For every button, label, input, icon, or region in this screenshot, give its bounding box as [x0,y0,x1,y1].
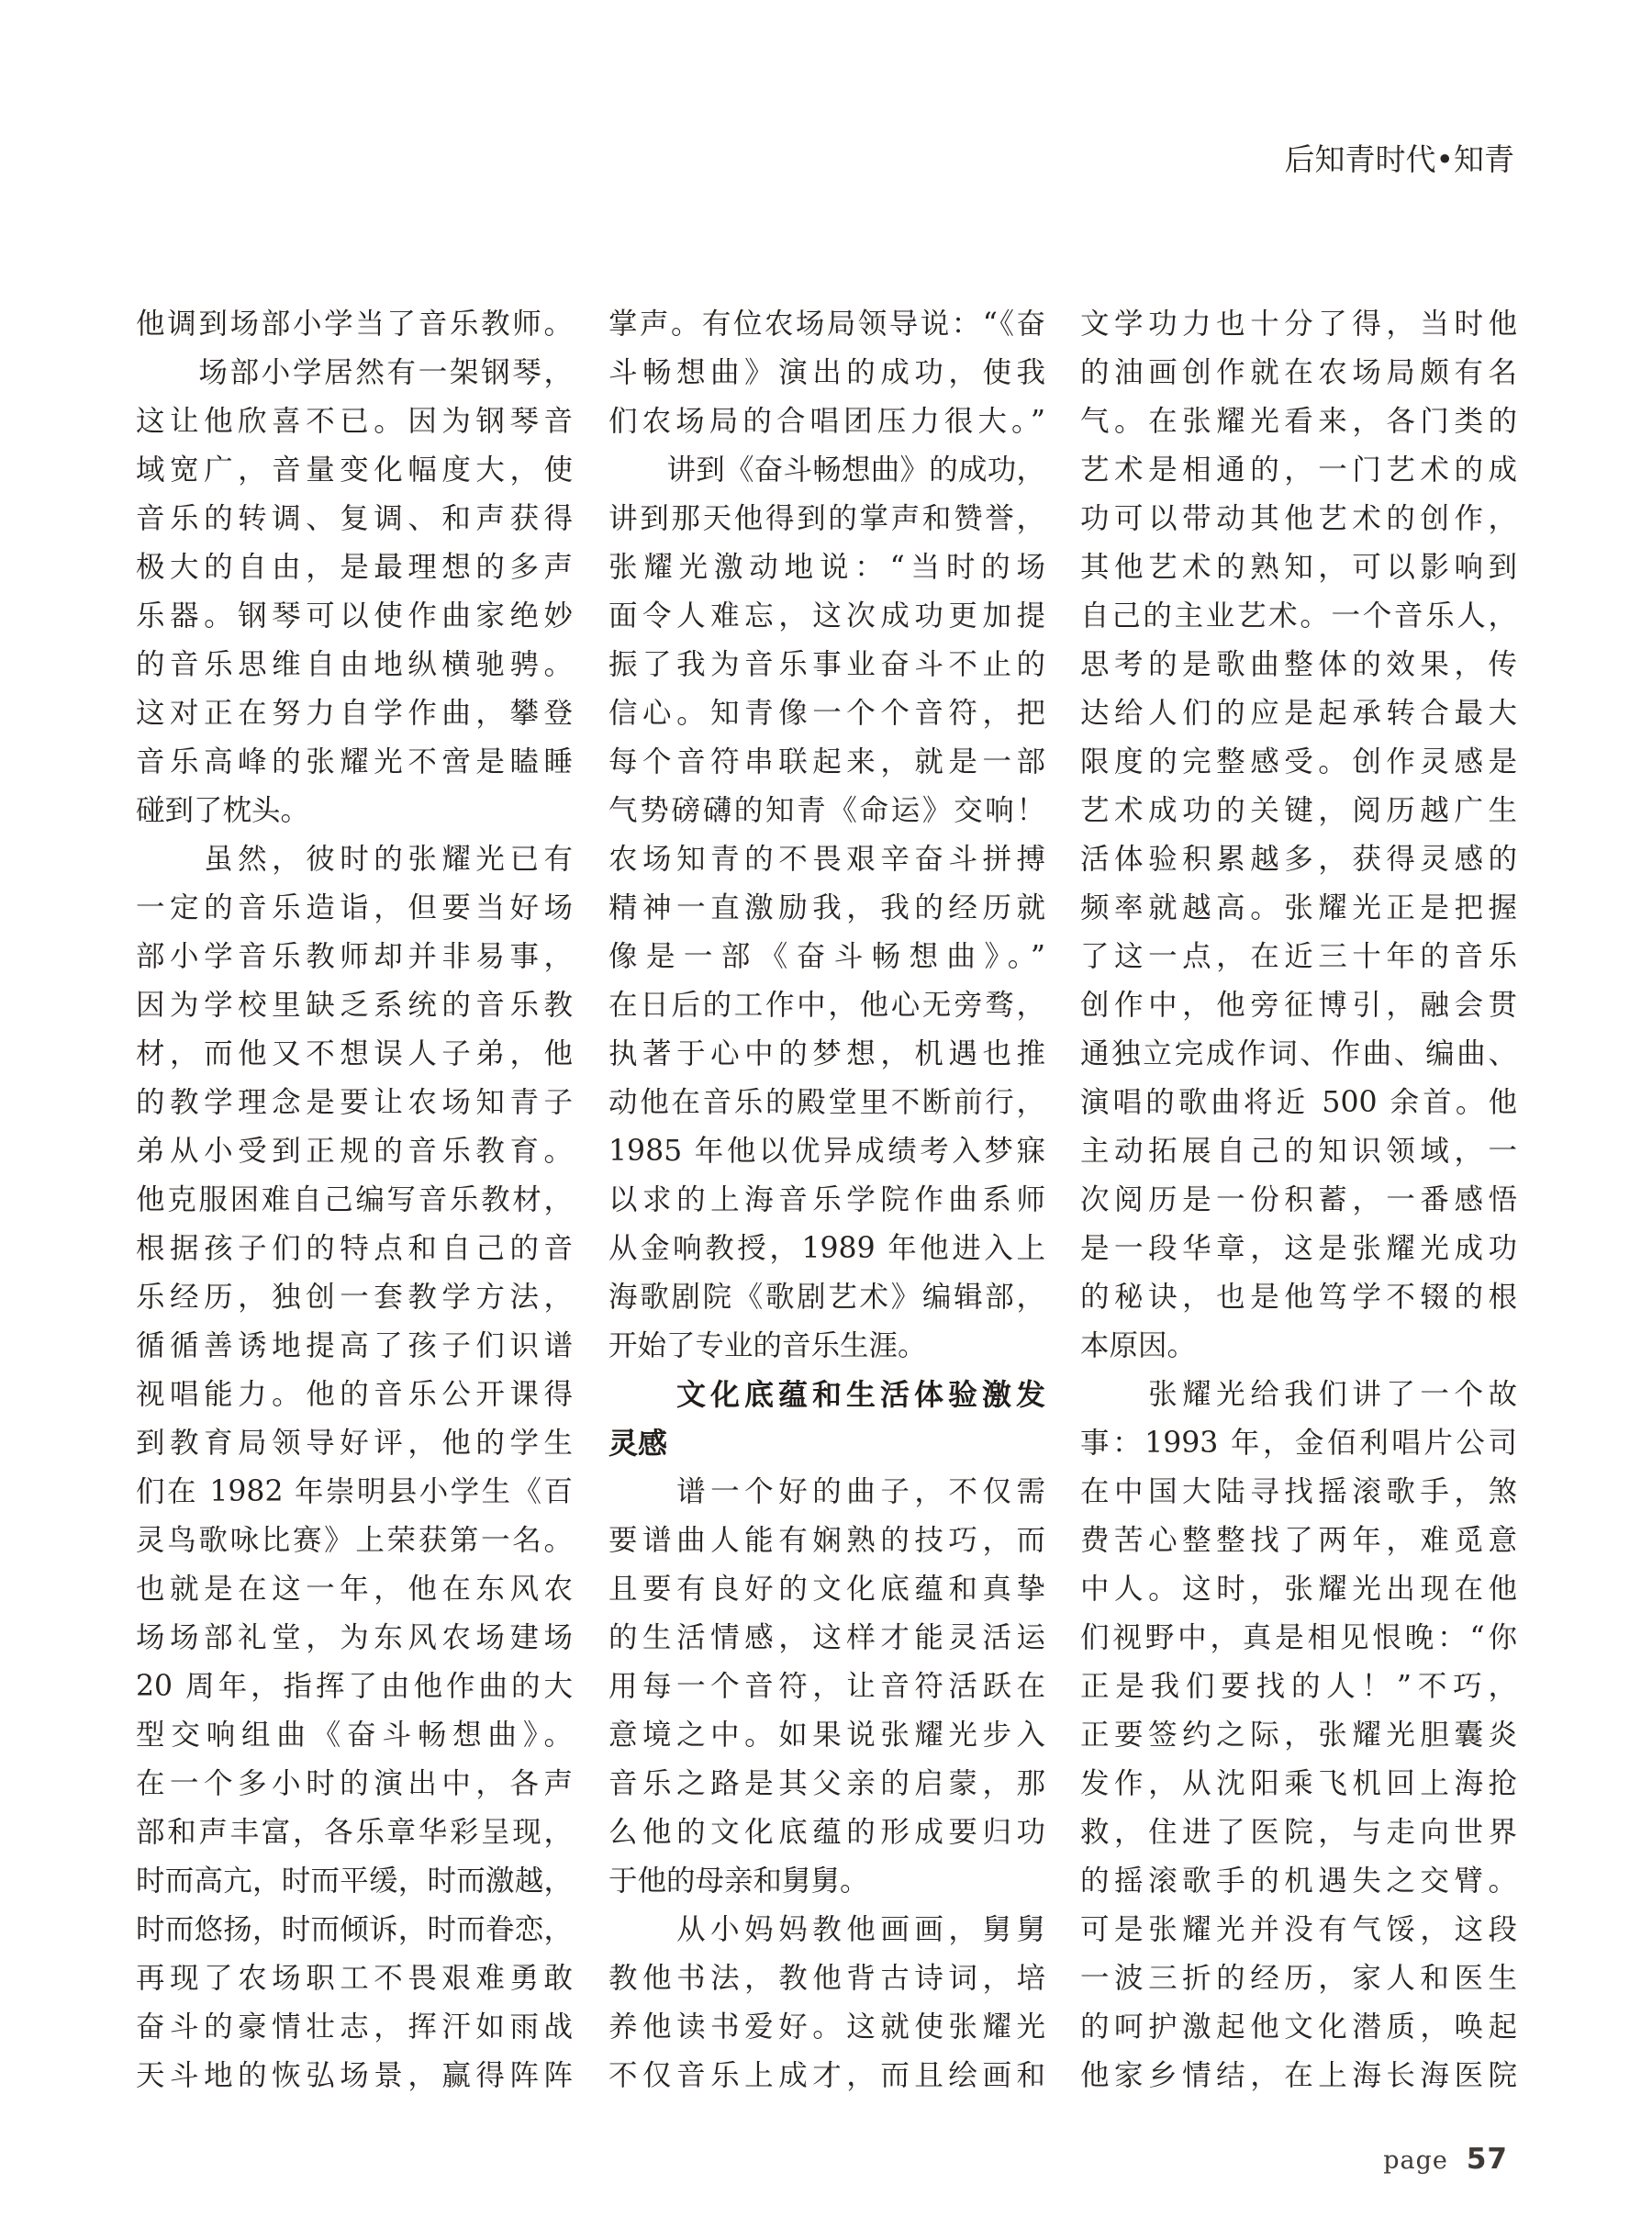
footer-page-number: 57 [1466,2143,1508,2176]
text-line: 斗畅想曲》演出的成功，使我 [608,356,1045,389]
text-line: 气。在张耀光看来，各门类的 [1080,405,1517,438]
text-line: 不仅音乐上成才，而且绘画和 [608,2059,1045,2092]
text-line: 执著于心中的梦想，机遇也推 [608,1037,1045,1070]
text-line: 信心。知青像一个个音符，把 [608,697,1045,730]
text-line: 弟从小受到正规的音乐教育。 [136,1135,573,1168]
text-line: 用每一个音符，让音符活跃在 [608,1670,1045,1703]
text-line: 的秘诀，也是他笃学不辍的根 [1080,1281,1517,1314]
text-line: 型交响组曲《奋斗畅想曲》。 [136,1719,573,1752]
section-subheading-line: 灵感 [608,1426,668,1461]
article-column-2 [608,300,1045,2100]
text-line: 事：1993 年，金佰利唱片公司 [1080,1427,1517,1460]
text-line: 的音乐思维自由地纵横驰骋。 [136,648,573,681]
text-line: 自己的主业艺术。一个音乐人， [1080,599,1517,633]
text-line: 通独立完成作词、作曲、编曲、 [1080,1037,1517,1070]
text-line: 了这一点，在近三十年的音乐 [1080,940,1517,973]
text-line: 也就是在这一年，他在东风农 [136,1573,573,1606]
text-line: 这让他欣喜不已。因为钢琴音 [136,405,573,438]
text-line: 循循善诱地提高了孩子们识谱 [136,1329,573,1362]
text-line: 虽然，彼时的张耀光已有 [136,843,573,876]
text-line: 限度的完整感受。创作灵感是 [1080,745,1517,778]
text-line: 本原因。 [1080,1329,1197,1362]
text-line: 他克服困难自己编写音乐教材， [136,1183,573,1216]
text-line: 艺术是相通的，一门艺术的成 [1080,454,1517,487]
text-line: 创作中，他旁征博引，融会贯 [1080,989,1517,1022]
text-line: 讲到《奋斗畅想曲》的成功， [608,454,1045,487]
text-line: 主动拓展自己的知识领域，一 [1080,1135,1517,1168]
text-line: 意境之中。如果说张耀光步入 [608,1719,1045,1752]
text-line: 么他的文化底蕴的形成要归功 [608,1816,1045,1849]
text-line: 面令人难忘，这次成功更加提 [608,599,1045,633]
text-line: 因为学校里缺乏系统的音乐教 [136,989,573,1022]
text-line: 音乐的转调、复调、和声获得 [136,502,573,535]
text-line: 域宽广，音量变化幅度大，使 [136,454,573,487]
text-line: 功可以带动其他艺术的创作， [1080,502,1517,535]
text-line: 场部小学居然有一架钢琴， [136,356,573,389]
text-line: 的油画创作就在农场局颇有名 [1080,356,1517,389]
text-line: 们在 1982 年崇明县小学生《百 [136,1475,573,1508]
text-line: 以求的上海音乐学院作曲系师 [608,1183,1045,1216]
text-line: 在日后的工作中，他心无旁骛， [608,989,1045,1022]
text-line: 他家乡情结，在上海长海医院 [1080,2059,1517,2092]
text-line: 频率就越高。张耀光正是把握 [1080,891,1517,924]
text-line: 部和声丰富，各乐章华彩呈现， [136,1816,573,1849]
text-line: 他调到场部小学当了音乐教师。 [136,308,573,341]
text-line: 谱一个好的曲子，不仅需 [608,1475,1045,1508]
text-line: 可是张耀光并没有气馁，这段 [1080,1913,1517,1946]
text-line: 在中国大陆寻找摇滚歌手，煞 [1080,1475,1517,1508]
text-line: 次阅历是一份积蓄，一番感悟 [1080,1183,1517,1216]
text-line: 乐器。钢琴可以使作曲家绝妙 [136,599,573,633]
text-line: 时而悠扬，时而倾诉，时而眷恋， [136,1913,573,1946]
text-line: 天斗地的恢弘场景，赢得阵阵 [136,2059,573,2092]
footer-page-label: page [1383,2146,1448,2175]
text-line: 场场部礼堂，为东风农场建场 [136,1621,573,1654]
text-line: 这对正在努力自学作曲，攀登 [136,697,573,730]
text-line: 一波三折的经历，家人和医生 [1080,1962,1517,1995]
text-line: 张耀光给我们讲了一个故 [1080,1378,1517,1411]
text-line: 到教育局领导好评，他的学生 [136,1427,573,1460]
text-line: 救，住进了医院，与走向世界 [1080,1816,1517,1849]
text-line: 部小学音乐教师却并非易事， [136,940,573,973]
text-line: 讲到那天他得到的掌声和赞誉， [608,502,1045,535]
text-line: 正是我们要找的人！”不巧， [1080,1670,1517,1703]
text-line: 掌声。有位农场局领导说：“《奋 [608,308,1045,341]
text-line: 要谱曲人能有娴熟的技巧，而 [608,1524,1045,1557]
text-line: 农场知青的不畏艰辛奋斗拼搏 [608,843,1045,876]
text-line: 文学功力也十分了得，当时他 [1080,308,1517,341]
text-line: 海歌剧院《歌剧艺术》编辑部， [608,1281,1045,1314]
text-line: 张耀光激动地说：“当时的场 [608,551,1045,584]
text-line: 是一段华章，这是张耀光成功 [1080,1232,1517,1265]
text-line: 音乐高峰的张耀光不啻是瞌睡 [136,745,573,778]
text-line: 们视野中，真是相见恨晚：“你 [1080,1621,1517,1654]
text-line: 开始了专业的音乐生涯。 [608,1329,927,1362]
article-column-3 [1080,300,1517,2100]
text-line: 的生活情感，这样才能灵活运 [608,1621,1045,1654]
text-line: 一定的音乐造诣，但要当好场 [136,891,573,924]
text-line: 的呵护激起他文化潜质，唤起 [1080,2010,1517,2044]
text-line: 们农场局的合唱团压力很大。” [608,405,1045,438]
text-line: 在一个多小时的演出中，各声 [136,1767,573,1800]
text-line: 灵鸟歌咏比赛》上荣获第一名。 [136,1524,573,1557]
text-line: 于他的母亲和舅舅。 [608,1865,869,1898]
text-line: 且要有良好的文化底蕴和真挚 [608,1573,1045,1606]
text-line: 艺术成功的关键，阅历越广生 [1080,794,1517,827]
text-line: 养他读书爱好。这就使张耀光 [608,2010,1045,2044]
text-line: 中人。这时，张耀光出现在他 [1080,1573,1517,1606]
text-line: 20 周年，指挥了由他作曲的大 [136,1670,573,1703]
text-line: 气势磅礴的知青《命运》交响！ [608,794,1045,827]
text-line: 教他书法，教他背古诗词，培 [608,1962,1045,1995]
text-line: 从金响教授，1989 年他进入上 [608,1232,1045,1265]
page-header: 后知青时代•知青 [1284,141,1514,177]
text-line: 像是一部《奋斗畅想曲》。” [608,940,1045,973]
text-line: 音乐之路是其父亲的启蒙，那 [608,1767,1045,1800]
text-line: 达给人们的应是起承转合最大 [1080,697,1517,730]
text-line: 根据孩子们的特点和自己的音 [136,1232,573,1265]
text-line: 时而高亢，时而平缓，时而激越， [136,1865,573,1898]
text-line: 振了我为音乐事业奋斗不止的 [608,648,1045,681]
text-line: 再现了农场职工不畏艰难勇敢 [136,1962,573,1995]
text-line: 演唱的歌曲将近 500 余首。他 [1080,1086,1517,1119]
text-line: 每个音符串联起来，就是一部 [608,745,1045,778]
text-line: 视唱能力。他的音乐公开课得 [136,1378,573,1411]
text-line: 费苦心整整找了两年，难觅意 [1080,1524,1517,1557]
text-line: 发作，从沈阳乘飞机回上海抢 [1080,1767,1517,1800]
text-line: 活体验积累越多，获得灵感的 [1080,843,1517,876]
text-line: 精神一直激励我，我的经历就 [608,891,1045,924]
text-line: 的教学理念是要让农场知青子 [136,1086,573,1119]
text-line: 其他艺术的熟知，可以影响到 [1080,551,1517,584]
text-line: 动他在音乐的殿堂里不断前行， [608,1086,1045,1119]
text-line: 从小妈妈教他画画，舅舅 [608,1913,1045,1946]
article-column-1 [136,300,573,2100]
text-line: 思考的是歌曲整体的效果，传 [1080,648,1517,681]
page-footer [1383,2143,1508,2176]
text-line: 奋斗的豪情壮志，挥汗如雨战 [136,2010,573,2044]
text-line: 的摇滚歌手的机遇失之交臂。 [1080,1865,1517,1898]
text-line: 材，而他又不想误人子弟，他 [136,1037,573,1070]
section-subheading-line: 文化底蕴和生活体验激发 [608,1377,1045,1412]
text-line: 1985 年他以优异成绩考入梦寐 [608,1135,1045,1168]
text-line: 正要签约之际，张耀光胆囊炎 [1080,1719,1517,1752]
text-line: 乐经历，独创一套教学方法， [136,1281,573,1314]
text-line: 极大的自由，是最理想的多声 [136,551,573,584]
text-line: 碰到了枕头。 [136,794,310,827]
